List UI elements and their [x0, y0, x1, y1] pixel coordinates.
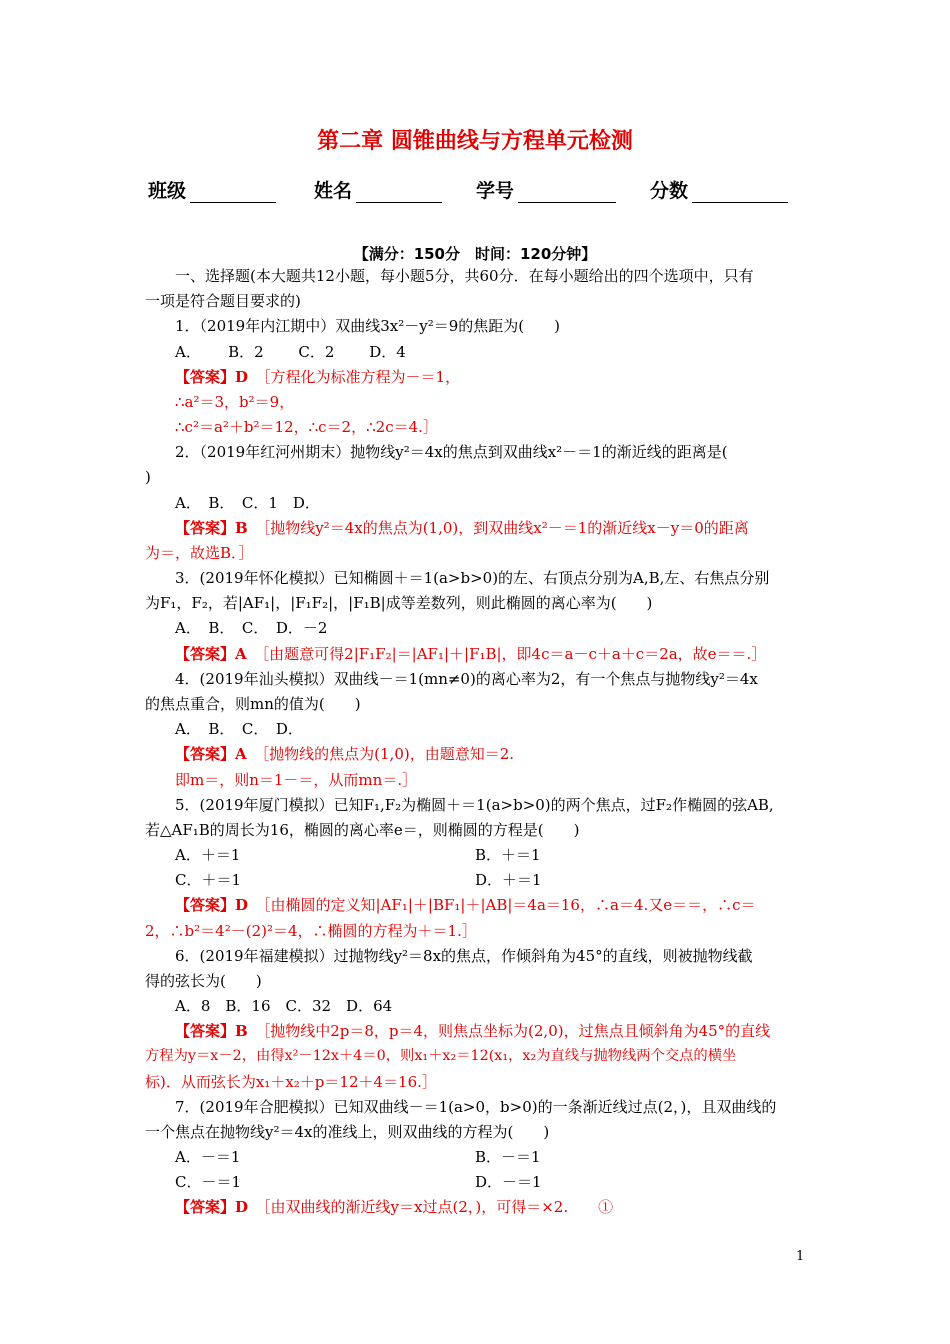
- exam-meta: 【满分：150分 时间：120分钟】: [353, 245, 597, 263]
- id-blank: [518, 184, 616, 203]
- option-a: A．－＝1: [175, 1148, 241, 1166]
- answer-label: 【答案】D: [175, 1198, 249, 1216]
- question-7-answer: 【答案】D ［由双曲线的渐近线y＝x过点(2，)，可得＝×2. ①: [175, 1198, 614, 1216]
- question-3-stem-cont: 为F₁，F₂，若|AF₁|，|F₁F₂|，|F₁B|成等差数列，则此椭圆的离心率为( ): [145, 594, 653, 612]
- question-2-options: A． B． C．1 D．: [175, 494, 320, 512]
- option-b: B．－＝1: [475, 1148, 541, 1166]
- question-5-answer: 【答案】D ［由椭圆的定义知|AF₁|＋|BF₁|＋|AB|＝4a＝16，∴a＝4.又e＝＝，∴c＝: [175, 896, 756, 914]
- id-field: [476, 176, 616, 203]
- question-4-stem-cont: 的焦点重合，则mn的值为( ): [145, 695, 361, 713]
- answer-label: 【答案】A: [175, 645, 247, 663]
- question-1-answer: 【答案】D ［方程化为标准方程为－＝1，: [175, 368, 461, 386]
- question-4-stem: 4．(2019年汕头模拟）双曲线－＝1(mn≠0)的离心率为2，有一个焦点与抛物线y²＝4x: [175, 670, 758, 688]
- question-7-options-row1: [145, 1146, 841, 1168]
- option-c: C．－＝1: [175, 1173, 242, 1191]
- class-label: 班级: [148, 180, 187, 202]
- question-6-stem-cont: 得的弦长为( ): [145, 972, 262, 990]
- id-label: 学号: [476, 180, 515, 202]
- question-4-answer-line2: 即m＝，则n＝1－＝，从而mn＝.］: [175, 771, 418, 789]
- question-3-options: A． B． C． D．－2: [175, 619, 328, 637]
- page-number: 1: [796, 1249, 805, 1264]
- question-3-stem: 3．(2019年怀化模拟）已知椭圆＋＝1(a>b>0)的左、右顶点分别为A,B,左、右焦点分别: [175, 569, 770, 587]
- name-blank: [356, 184, 442, 203]
- option-d: D．－＝1: [475, 1173, 542, 1191]
- question-2-answer-line2: 为＝，故选B．］: [145, 544, 254, 562]
- answer-label: 【答案】B: [175, 1022, 248, 1040]
- question-5-answer-line2: 2，∴b²＝4²－(2)²＝4，∴椭圆的方程为＋＝1.］: [145, 922, 477, 940]
- question-6-options: A．8 B．16 C．32 D．64: [175, 997, 393, 1015]
- question-2-stem: 2．（2019年红河州期末）抛物线y²＝4x的焦点到双曲线x²－＝1的渐近线的距离是(: [175, 443, 728, 461]
- question-5-options-row2: [145, 869, 841, 891]
- question-2-stem-cont: ): [145, 468, 151, 486]
- answer-label: 【答案】A: [175, 745, 247, 763]
- question-4-answer: 【答案】A ［抛物线的焦点为(1,0)，由题意知＝2.: [175, 745, 515, 763]
- question-7-stem: 7．(2019年合肥模拟）已知双曲线－＝1(a>0，b>0)的一条渐近线过点(2，)，且双曲线的: [175, 1098, 777, 1116]
- score-field: [650, 176, 788, 203]
- option-d: D．＋＝1: [475, 871, 542, 889]
- question-6-answer-line2: 方程为y＝x－2，由得x²－12x＋4＝0，则x₁＋x₂＝12(x₁，x₂为直线与抛物线两个交点的横坐: [145, 1048, 737, 1064]
- question-6-stem: 6．(2019年福建模拟）过抛物线y²＝8x的焦点，作倾斜角为45°的直线，则被抛物线截: [175, 947, 753, 965]
- question-1-options: A． B．2 C．2 D．4: [175, 343, 406, 361]
- question-6-answer: 【答案】B ［抛物线中2p＝8，p＝4，则焦点坐标为(2,0)，过焦点且倾斜角为45°的直线: [175, 1022, 771, 1040]
- question-2-answer: 【答案】B ［抛物线y²＝4x的焦点为(1,0)，到双曲线x²－＝1的渐近线x－y＝0的距离: [175, 519, 749, 537]
- question-7-options-row2: [145, 1171, 841, 1193]
- answer-label: 【答案】D: [175, 368, 249, 386]
- score-blank: [692, 184, 788, 203]
- question-1-answer-line2: ∴a²＝3，b²＝9，: [175, 393, 295, 411]
- name-label: 姓名: [314, 180, 353, 202]
- section-heading-cont: 一项是符合题目要求的): [145, 292, 301, 310]
- name-field: [314, 176, 442, 203]
- section-heading: 一、选择题(本大题共12小题，每小题5分，共60分．在每小题给出的四个选项中，只有: [175, 267, 754, 285]
- student-info-row: [148, 176, 808, 202]
- question-5-options-row1: [145, 844, 841, 866]
- question-1-stem: 1．（2019年内江期中）双曲线3x²－y²＝9的焦距为( ): [175, 317, 560, 335]
- option-a: A．＋＝1: [175, 846, 241, 864]
- score-label: 分数: [650, 180, 689, 202]
- question-1-answer-line3: ∴c²＝a²＋b²＝12，∴c＝2，∴2c＝4.］: [175, 418, 438, 436]
- option-b: B．＋＝1: [475, 846, 541, 864]
- question-6-answer-line3: 标)．从而弦长为x₁＋x₂＋p＝12＋4＝16.］: [145, 1073, 437, 1091]
- class-blank: [190, 184, 276, 203]
- question-3-answer: 【答案】A ［由题意可得2|F₁F₂|＝|AF₁|＋|F₁B|，即4c＝a－c＋a＋c＝2a，故e＝＝.］: [175, 645, 767, 663]
- answer-label: 【答案】B: [175, 519, 248, 537]
- question-5-stem-cont: 若△AF₁B的周长为16，椭圆的离心率e＝，则椭圆的方程是( ): [145, 821, 580, 839]
- page-title: 第二章 圆锥曲线与方程单元检测: [317, 129, 633, 154]
- answer-label: 【答案】D: [175, 896, 249, 914]
- question-7-stem-cont: 一个焦点在抛物线y²＝4x的准线上，则双曲线的方程为( ): [145, 1123, 550, 1141]
- question-4-options: A． B． C． D．: [175, 720, 303, 738]
- option-c: C．＋＝1: [175, 871, 242, 889]
- class-field: [148, 176, 276, 203]
- question-5-stem: 5．(2019年厦门模拟）已知F₁,F₂为椭圆＋＝1(a>b>0)的两个焦点，过F₂作椭圆的弦AB,: [175, 796, 774, 814]
